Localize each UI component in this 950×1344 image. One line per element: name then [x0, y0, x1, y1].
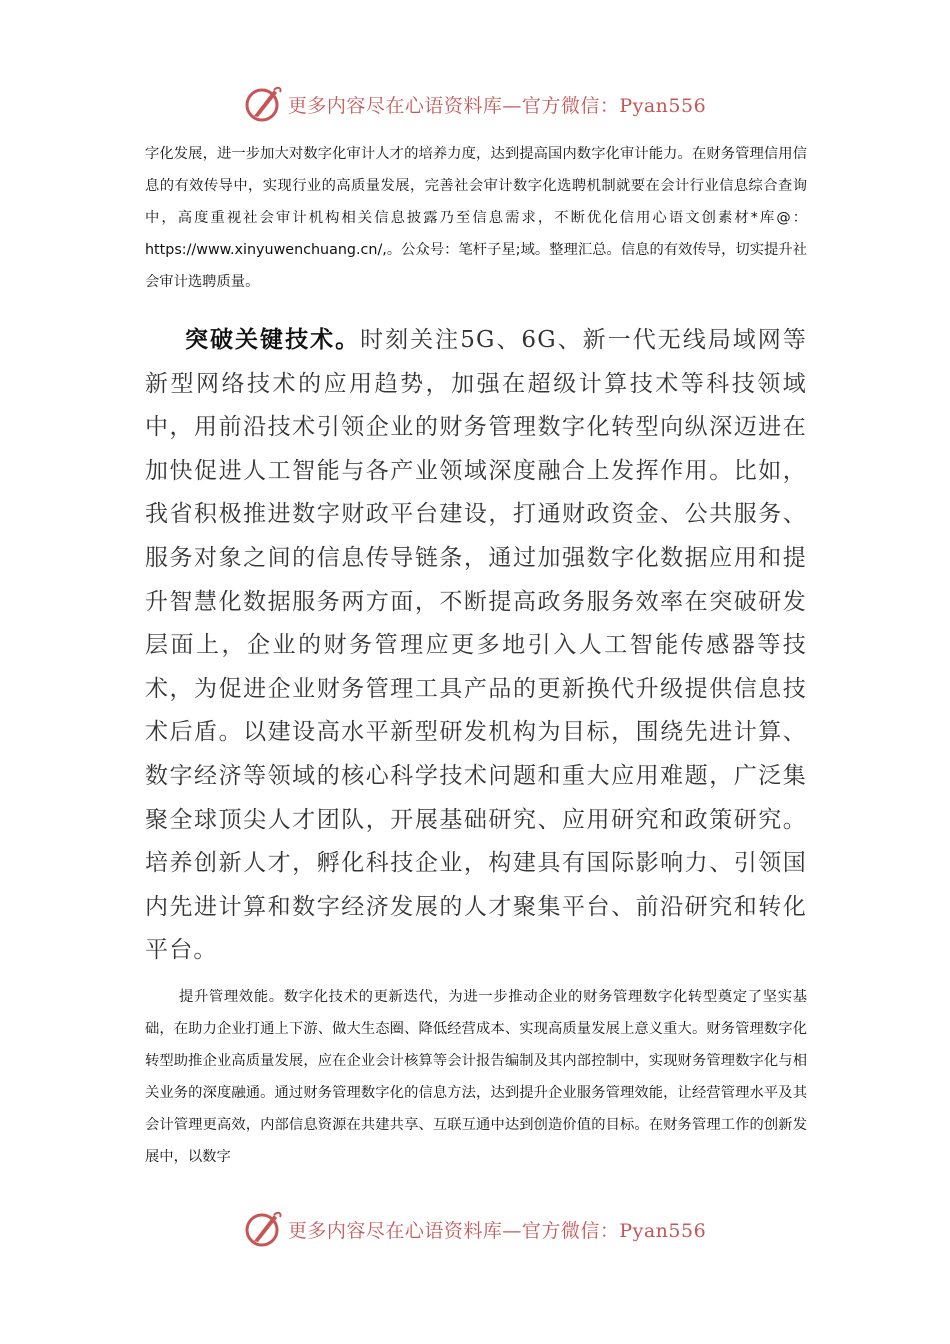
paragraph-2-lead: 突破关键技术。 [185, 326, 361, 353]
paragraph-2-body: 时刻关注5G、6G、新一代无线局域网等新型网络技术的应用趋势，加强在超级计算技术等科技领域中，用前沿技术引领企业的财务管理数字化转型向纵深迈进在加快促进人工智能与各产业领域深度融合上发挥作用。比如，我省积极推进数字财政平台建设，打通财政资金、公共服务、服务对象之间的信息传导链条，通过加强数字化数据应用和提升智慧化数据服务两方面，不断提高政务服务效率在突破研发层面上，企业的财务管理应更多地引入人工智能传感器等技术，为促进企业财务管理工具产品的更新换代升级提供信息技术后盾。以建设高水平新型研发机构为目标，围绕先进计算、数字经济等领域的核心科学技术问题和重大应用难题，广泛集聚全球顶尖人才团队，开展基础研究、应用研究和政策研究。培养创新人才，孵化科技企业，构建具有国际影响力、引领国内先进计算和数字经济发展的人才聚集平台、前沿研究和转化平台。 [145, 327, 807, 964]
header-banner-text: 更多内容尽在心语资料库—官方微信：Pyan556 [287, 94, 707, 117]
header-banner [0, 84, 950, 124]
paragraph-1: 字化发展，进一步加大对数字化审计人才的培养力度，达到提高国内数字化审计能力。在财务管理信用信息的有效传导中，实现行业的高质量发展，完善社会审计数字化选聘机制就要在会计行业信息综合查询中，高度重视社会审计机构相关信息披露乃至信息需求，不断优化信用心语文创素材*库@：https://www.xinyuwenchuang.cn/,。公众号：笔杆子星;域。整理汇总。信息的有效传导，切实提升社会审计选聘质量。 [145, 146, 807, 290]
footer-banner [0, 1209, 950, 1249]
paragraph-3: 提升管理效能。数字化技术的更新迭代，为进一步推动企业的财务管理数字化转型奠定了坚实基础，在助力企业打通上下游、做大生态圈、降低经营成本、实现高质量发展上意义重大。财务管理数字化转型助推企业高质量发展，应在企业会计核算等会计报告编制及其内部控制中，实现财务管理数字化与相关业务的深度融通。通过财务管理数字化的信息方法，达到提升企业服务管理效能，让经营管理水平及其会计管理更高效，内部信息资源在共建共享、互联互通中达到创造价值的目标。在财务管理工作的创新发展中，以数字 [145, 989, 807, 1165]
quill-logo-icon [244, 84, 284, 124]
quill-logo-icon [244, 1209, 284, 1249]
footer-banner-text: 更多内容尽在心语资料库—官方微信：Pyan556 [287, 1219, 707, 1242]
paragraph-2 [145, 318, 807, 973]
